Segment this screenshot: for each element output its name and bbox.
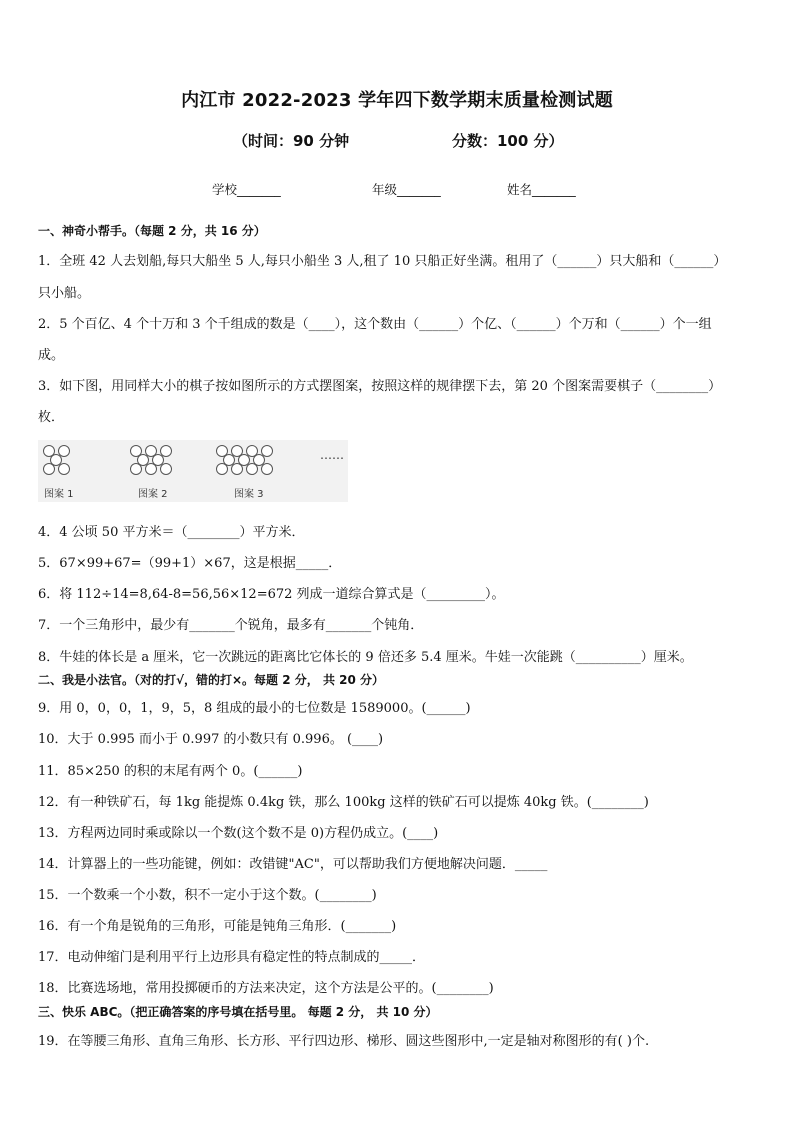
question-3-line-2: 枚．	[38, 410, 65, 425]
question-18: 18．比赛选场地，常用投掷硬币的方法来决定，这个方法是公平的。(________)	[38, 981, 494, 996]
pattern-dot	[261, 463, 273, 475]
time-label: （时间：90 分钟	[233, 132, 350, 150]
question-12: 12．有一种铁矿石，每 1kg 能提炼 0.4kg 铁，那么 100kg 这样的铁矿石可以提炼 40kg 铁。(________)	[38, 795, 649, 810]
section-heading-3: 三、快乐 ABC。（把正确答案的序号填在括号里。 每题 2 分， 共 10 分）	[38, 1005, 438, 1019]
score-label: 分数：100 分）	[452, 132, 564, 150]
pattern-3-label: 图案 3	[234, 489, 264, 500]
pattern-dot	[58, 463, 70, 475]
question-1-line-2: 只小船。	[38, 286, 91, 301]
question-17: 17．电动伸缩门是利用平行上边形具有稳定性的特点制成的_____．	[38, 950, 426, 965]
question-2-line-1: 2．5 个百亿、4 个十万和 3 个千组成的数是（____），这个数由（______）个亿、（______）个万和（______）个一组	[38, 317, 712, 332]
question-2-line-2: 成。	[38, 348, 65, 363]
section-heading-2: 二、我是小法官。（对的打√，错的打×。每题 2 分， 共 20 分）	[38, 673, 384, 687]
question-9: 9．用 0，0，0，1，9，5，8 组成的最小的七位数是 1589000。(______)	[38, 701, 471, 716]
grade-field: 年级_______	[372, 182, 441, 197]
pattern-ellipsis: ……	[320, 448, 344, 462]
question-10: 10．大于 0.995 而小于 0.997 的小数只有 0.996。 (____)	[38, 732, 384, 747]
pattern-dot	[130, 463, 142, 475]
question-5: 5．67×99+67=（99+1）×67，这是根据_____．	[38, 556, 342, 571]
pattern-2-label: 图案 2	[138, 489, 168, 500]
pattern-dot	[246, 463, 258, 475]
school-field: 学校_______	[212, 182, 281, 197]
section-heading-1: 一、神奇小帮手。（每题 2 分，共 16 分）	[38, 224, 266, 238]
pattern-1-label: 图案 1	[44, 489, 74, 500]
question-11: 11．85×250 的积的末尾有两个 0。(______)	[38, 764, 303, 779]
pattern-dot	[43, 463, 55, 475]
question-19: 19．在等腰三角形、直角三角形、长方形、平行四边形、梯形、圆这些图形中,一定是轴对称图形的有( )个.	[38, 1034, 650, 1049]
pattern-dot	[160, 463, 172, 475]
page-title: 内江市 2022-2023 学年四下数学期末质量检测试题	[181, 90, 613, 111]
pattern-dot	[231, 463, 243, 475]
question-3-line-1: 3．如下图，用同样大小的棋子按如图所示的方式摆图案，按照这样的规律摆下去，第 20 个图案需要棋子（________）	[38, 379, 722, 394]
question-7: 7．一个三角形中，最少有_______个锐角，最多有_______个钝角．	[38, 618, 424, 633]
pattern-figure	[38, 440, 348, 502]
question-16: 16．有一个角是锐角的三角形，可能是钝角三角形．(_______)	[38, 919, 397, 934]
question-14: 14．计算器上的一些功能键，例如：改错键"AC"，可以帮助我们方便地解决问题．_____	[38, 857, 548, 872]
question-1-line-1: 1．全班 42 人去划船,每只大船坐 5 人,每只小船坐 3 人,租了 10 只船正好坐满。租用了（______）只大船和（______）	[38, 254, 727, 269]
question-15: 15．一个数乘一个小数，积不一定小于这个数。(________)	[38, 888, 377, 903]
question-4: 4．4 公顷 50 平方米＝（________）平方米．	[38, 525, 305, 540]
pattern-dot	[216, 463, 228, 475]
name-field: 姓名_______	[507, 182, 576, 197]
question-6: 6．将 112÷14=8,64-8=56,56×12=672 列成一道综合算式是（_________）。	[38, 587, 505, 602]
question-13: 13．方程两边同时乘或除以一个数(这个数不是 0)方程仍成立。(____)	[38, 826, 439, 841]
question-8: 8．牛娃的体长是 a 厘米，它一次跳远的距离比它体长的 9 倍还多 5.4 厘米。牛娃一次能跳（__________）厘米。	[38, 650, 693, 665]
pattern-dot	[145, 463, 157, 475]
